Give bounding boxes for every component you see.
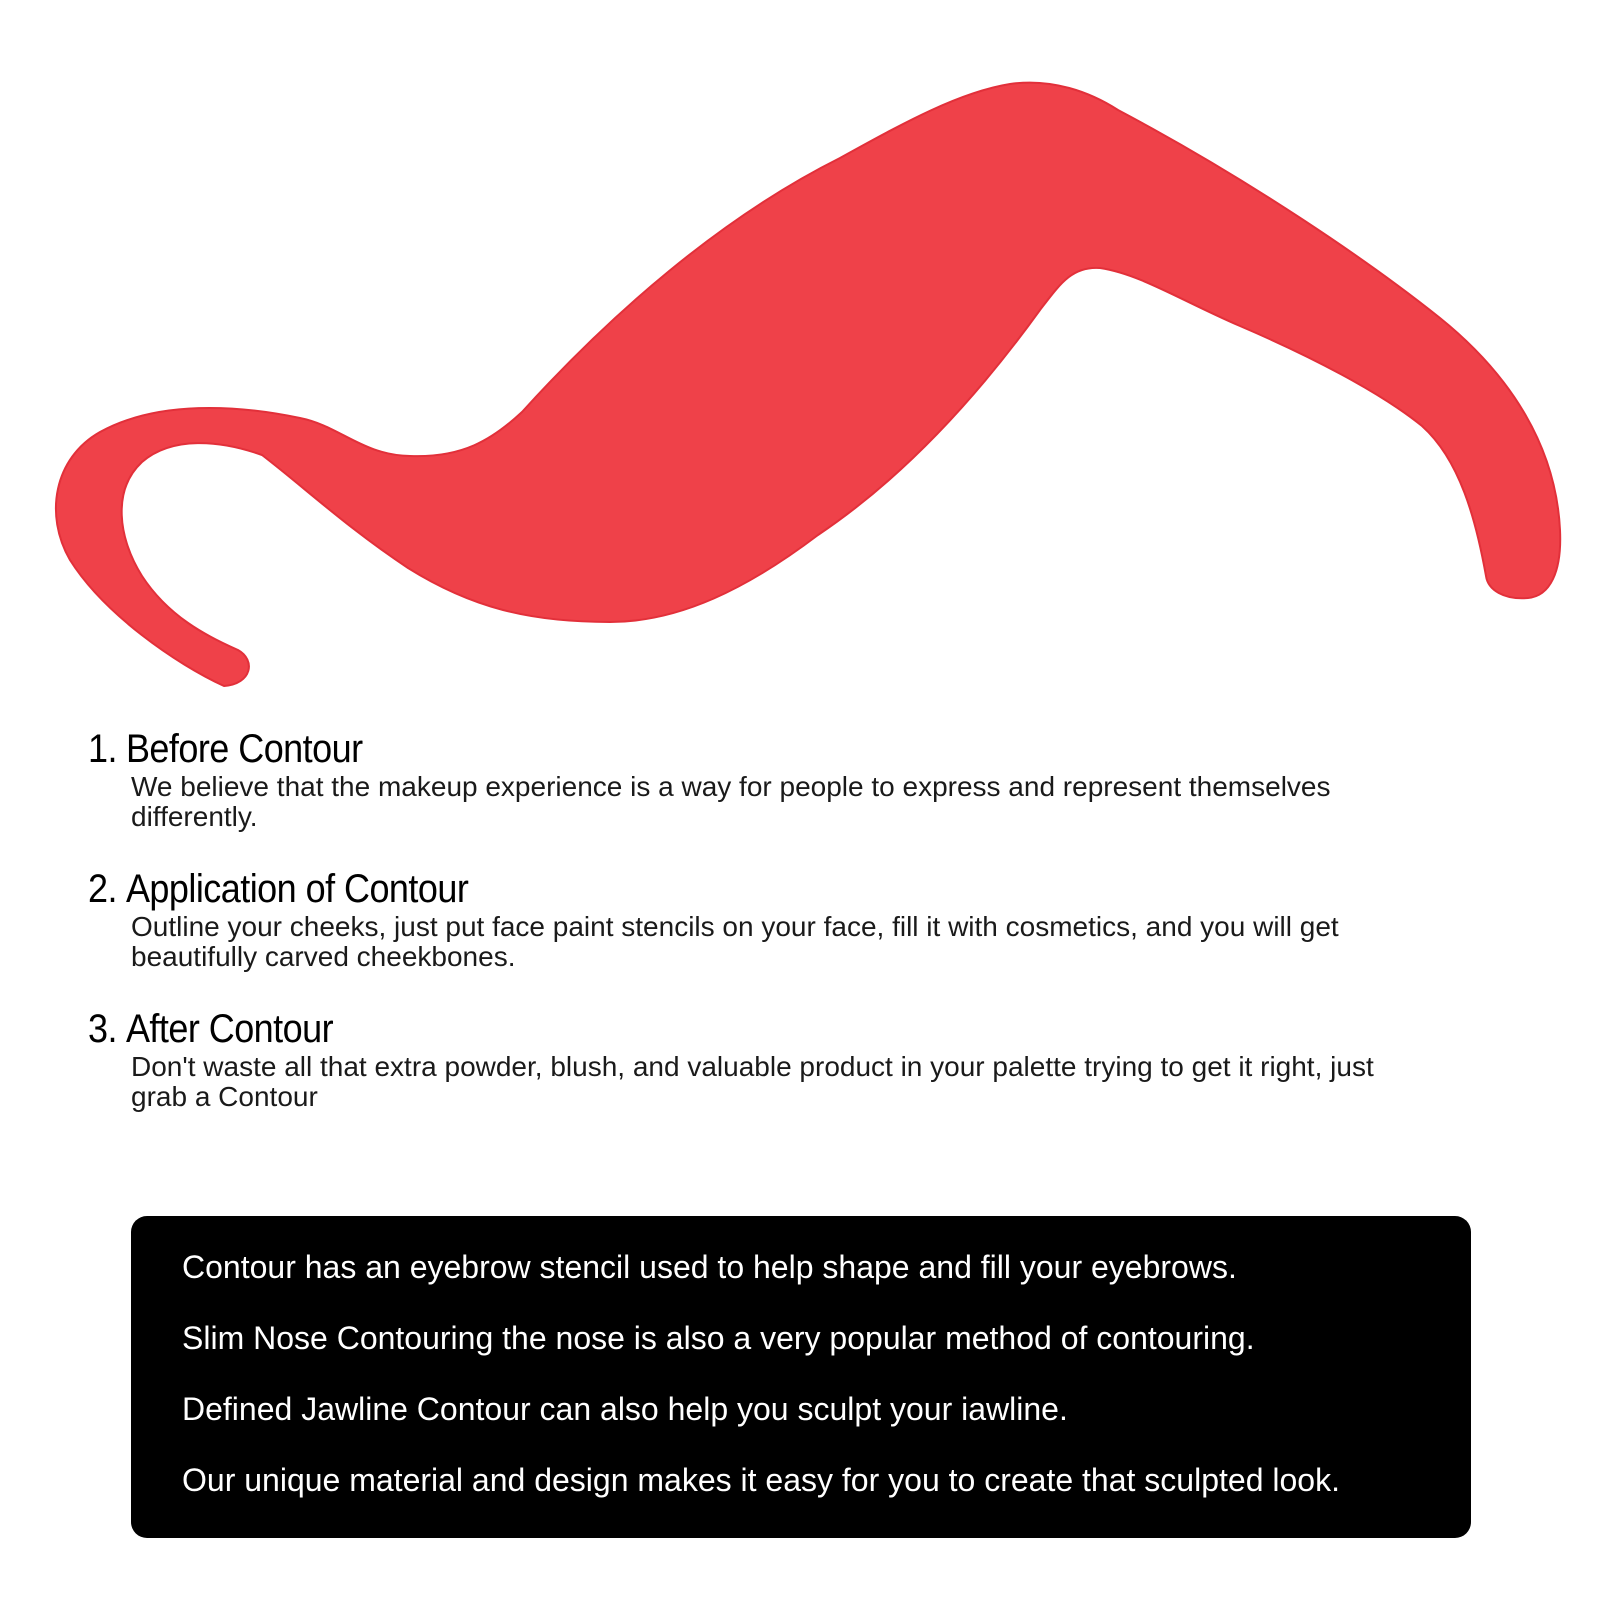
step-description: Don't waste all that extra powder, blush, and valuable product in your palette trying to get it right, just grab a Contour (131, 1051, 1374, 1112)
step-after-contour (88, 1006, 1448, 1112)
step-number: 1. (88, 727, 117, 771)
step-before-contour (88, 726, 1448, 832)
step-application-of-contour (88, 866, 1448, 972)
feature-slim-nose: Slim Nose Contouring the nose is also a very popular method of contouring. (182, 1320, 1255, 1356)
step-description: Outline your cheeks, just put face paint stencils on your face, fill it with cosmetics, and you will get beautifully carved cheekbones. (131, 911, 1339, 972)
step-title (88, 866, 1312, 912)
step-title (88, 726, 1312, 772)
step-title-text: After Contour (125, 1007, 334, 1051)
contour-stencil-illustration (0, 0, 1601, 700)
step-description: We believe that the makeup experience is a way for people to express and represent themselves differently. (131, 771, 1331, 832)
contour-stencil-shape (56, 83, 1560, 686)
step-title-text: Before Contour (125, 727, 363, 771)
step-title-text: Application of Contour (125, 867, 469, 911)
feature-material-design: Our unique material and design makes it easy for you to create that sculpted look. (182, 1462, 1340, 1498)
feature-eyebrow: Contour has an eyebrow stencil used to help shape and fill your eyebrows. (182, 1249, 1237, 1285)
product-image (0, 0, 1601, 700)
features-panel (131, 1216, 1471, 1538)
steps-list (88, 726, 1448, 1146)
feature-jawline: Defined Jawline Contour can also help you sculpt your iawline. (182, 1391, 1068, 1427)
step-number: 3. (88, 1007, 117, 1051)
step-title (88, 1006, 1312, 1052)
step-number: 2. (88, 867, 117, 911)
